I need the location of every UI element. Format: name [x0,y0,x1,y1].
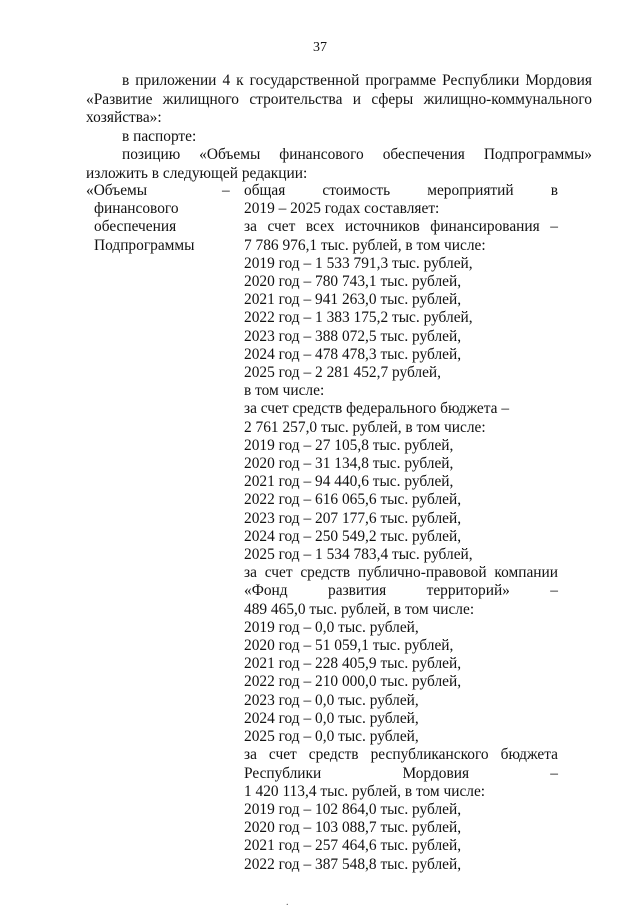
funding-line: 2025 год – 2 281 452,7 рублей, [244,364,442,382]
position-label-line-3: обеспечения [94,218,177,236]
intro-line-5: позицию «Объемы финансового обеспечения Подпрограммы» [122,146,592,164]
funding-line: 2025 год – 1 534 783,4 тыс. рублей, [244,546,473,564]
funding-description [244,182,558,874]
funding-line: 2021 год – 228 405,9 тыс. рублей, [244,655,462,673]
intro-line-4: в паспорте: [122,127,197,145]
funding-line: 2025 год – 0,0 тыс. рублей, [244,728,419,746]
intro-line-3: хозяйства»: [86,109,162,127]
funding-line: 2022 год – 1 383 175,2 тыс. рублей, [244,309,473,327]
funding-line: 2024 год – 0,0 тыс. рублей, [244,709,419,727]
intro-line-6: изложить в следующей редакции: [86,164,308,182]
funding-line: 2021 год – 941 263,0 тыс. рублей, [244,291,462,309]
funding-line: за счет средств публично-правовой компании [244,564,558,582]
funding-line: Республики Мордовия – [244,764,558,782]
page-number: 37 [313,40,327,55]
funding-line: 2021 год – 257 464,6 тыс. рублей, [244,837,462,855]
funding-line: 2020 год – 31 134,8 тыс. рублей, [244,455,454,473]
funding-line: 2023 год – 0,0 тыс. рублей, [244,691,419,709]
intro-line-2: «Развитие жилищного строительства и сферы жилищно-коммунального [86,90,592,108]
position-label-line-2: финансового [94,200,179,218]
funding-line: 2019 год – 102 864,0 тыс. рублей, [244,800,462,818]
funding-line: 7 786 976,1 тыс. рублей, в том числе: [244,236,486,254]
funding-line: 2024 год – 478 478,3 тыс. рублей, [244,345,462,363]
funding-line: 1 420 113,4 тыс. рублей, в том числе: [244,782,486,800]
funding-line: 2022 год – 210 000,0 тыс. рублей, [244,673,462,691]
funding-line: 2019 год – 1 533 791,3 тыс. рублей, [244,254,473,272]
funding-line: 2019 – 2025 годах составляет: [244,200,440,218]
intro-line-1: в приложении 4 к государственной программе Республики Мордовия [122,72,592,89]
funding-line: 2023 год – 388 072,5 тыс. рублей, [244,327,462,345]
funding-line: за счет средств федерального бюджета – [244,400,510,418]
funding-line: «Фонд развития территорий» – [244,582,558,600]
funding-line: 2 761 257,0 тыс. рублей, в том числе: [244,418,486,436]
position-label-line-4: Подпрограммы [94,236,195,254]
separator-dash: – [222,182,230,199]
funding-line: 2021 год – 94 440,6 тыс. рублей, [244,473,454,491]
position-label [86,182,216,255]
funding-line: 2024 год – 250 549,2 тыс. рублей, [244,527,462,545]
footer-mark: . [286,897,289,908]
funding-line: общая стоимость мероприятий в [244,182,558,199]
position-label-line-1: «Объемы [86,182,148,199]
funding-line: 2022 год – 616 065,6 тыс. рублей, [244,491,462,509]
funding-line: 2020 год – 103 088,7 тыс. рублей, [244,819,462,837]
funding-line: 2023 год – 207 177,6 тыс. рублей, [244,509,462,527]
funding-line: 2019 год – 27 105,8 тыс. рублей, [244,436,454,454]
funding-line: 2022 год – 387 548,8 тыс. рублей, [244,855,462,873]
funding-line: 2020 год – 51 059,1 тыс. рублей, [244,637,454,655]
funding-line: 2019 год – 0,0 тыс. рублей, [244,618,419,636]
funding-line: за счет средств республиканского бюджета [244,746,558,764]
funding-line: в том числе: [244,382,325,400]
intro-text [86,72,592,184]
funding-line: 2020 год – 780 743,1 тыс. рублей, [244,273,462,291]
funding-line: за счет всех источников финансирования – [244,218,558,236]
funding-line: 489 465,0 тыс. рублей, в том числе: [244,600,475,618]
